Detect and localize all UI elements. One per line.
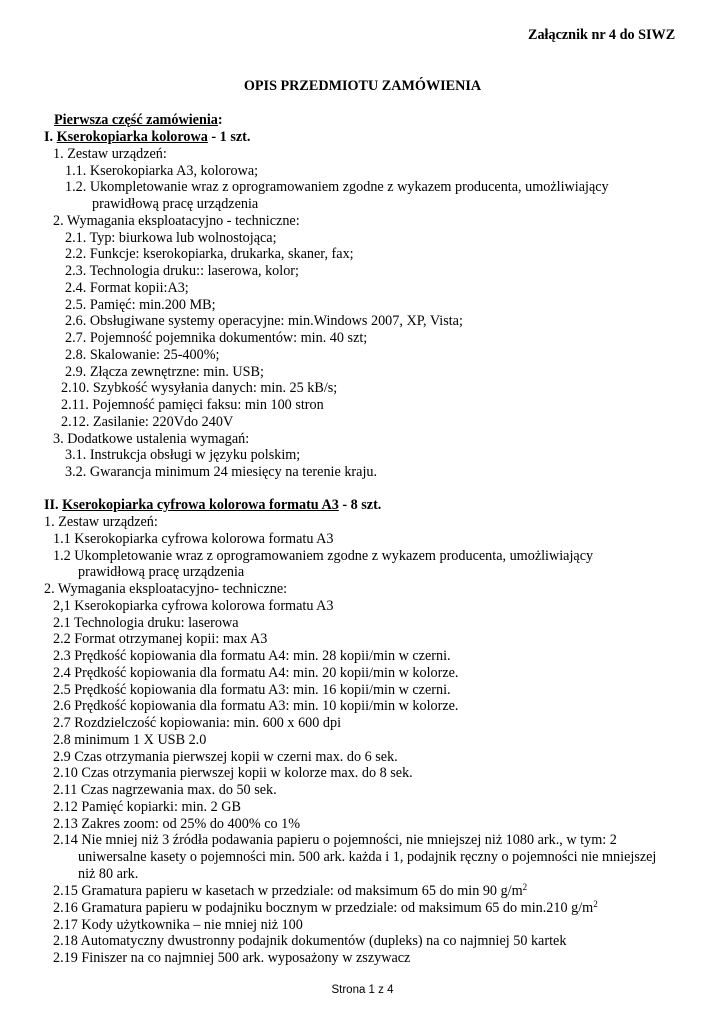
list-item: 2.9. Złącza zewnętrzne: min. USB; bbox=[65, 364, 264, 380]
list-item bbox=[53, 883, 527, 900]
page-number: Strona 1 z 4 bbox=[331, 984, 394, 996]
list-item: 2.4 Prędkość kopiowania dla formatu A4: min. 20 kopii/min w kolorze. bbox=[53, 665, 459, 681]
list-item bbox=[53, 900, 598, 917]
superscript: 2 bbox=[593, 899, 598, 909]
list-item: 2.11. Pojemność pamięci faksu: min 100 stron bbox=[61, 397, 324, 413]
document-title: OPIS PRZEDMIOTU ZAMÓWIENIA bbox=[243, 78, 482, 94]
attachment-label: Załącznik nr 4 do SIWZ bbox=[528, 27, 676, 43]
list-item: 2.10 Czas otrzymania pierwszej kopii w kolorze max. do 8 sek. bbox=[53, 765, 413, 781]
part2-item-heading bbox=[44, 497, 381, 514]
list-item: 2. Wymagania eksploatacyjno - techniczne: bbox=[53, 213, 300, 229]
list-item: 2.14 Nie mniej niż 3 źródła podawania papieru o pojemności, nie mniejszej niż 1080 ark., w tym: 2 bbox=[53, 832, 617, 848]
list-item: 2.6. Obsługiwane systemy operacyjne: min.Windows 2007, XP, Vista; bbox=[65, 313, 463, 329]
list-item: 2.2 Format otrzymanej kopii: max A3 bbox=[53, 631, 268, 647]
part2-item-num: II. bbox=[44, 497, 59, 513]
list-item: 3.1. Instrukcja obsługi w języku polskim; bbox=[65, 447, 301, 463]
part1-item-name: Kserokopiarka kolorowa bbox=[56, 129, 208, 145]
list-item: 1.1. Kserokopiarka A3, kolorowa; bbox=[65, 163, 259, 179]
list-item: 2.7 Rozdzielczość kopiowania: min. 600 x 600 dpi bbox=[53, 715, 342, 731]
part1-heading-text: Pierwsza część zamówienia bbox=[54, 112, 218, 128]
list-item: prawidłową pracę urządzenia bbox=[92, 196, 259, 212]
part1-item-qty: - 1 szt. bbox=[207, 129, 251, 145]
list-item: 2.5. Pamięć: min.200 MB; bbox=[65, 297, 216, 313]
list-item: prawidłową pracę urządzenia bbox=[78, 564, 245, 580]
part1-heading-colon: : bbox=[217, 112, 223, 128]
list-item: 1.1 Kserokopiarka cyfrowa kolorowa formatu A3 bbox=[53, 531, 334, 547]
list-item: 2.5 Prędkość kopiowania dla formatu A3: min. 16 kopii/min w czerni. bbox=[53, 682, 451, 698]
list-item: 2.19 Finiszer na co najmniej 500 ark. wyposażony w zszywacz bbox=[53, 950, 411, 966]
superscript: 2 bbox=[522, 882, 528, 892]
part1-item-num: I. bbox=[44, 129, 54, 145]
list-item: 2.1 Technologia druku: laserowa bbox=[53, 615, 239, 631]
part1-item-heading bbox=[44, 129, 250, 146]
list-item: 3.2. Gwarancja minimum 24 miesięcy na terenie kraju. bbox=[65, 464, 378, 480]
list-item: 2.11 Czas nagrzewania max. do 50 sek. bbox=[53, 782, 277, 798]
list-item: uniwersalne kasety o pojemności min. 500 ark. każda i 1, podajnik ręczny o pojemności nie mniejszej bbox=[78, 849, 657, 865]
list-item: 2.7. Pojemność pojemnika dokumentów: min. 40 szt; bbox=[65, 330, 368, 346]
list-item: 2.12. Zasilanie: 220Vdo 240V bbox=[61, 414, 234, 430]
list-item: 2.8 minimum 1 X USB 2.0 bbox=[53, 732, 207, 748]
list-item: 2.3. Technologia druku:: laserowa, kolor; bbox=[65, 263, 299, 279]
list-item: 2.2. Funkcje: kserokopiarka, drukarka, skaner, fax; bbox=[65, 246, 354, 262]
list-item: 2.6 Prędkość kopiowania dla formatu A3: min. 10 kopii/min w kolorze. bbox=[53, 698, 459, 714]
list-item: 2.17 Kody użytkownika – nie mniej niż 100 bbox=[53, 917, 303, 933]
list-item: 1.2. Ukompletowanie wraz z oprogramowaniem zgodne z wykazem producenta, umożliwiający bbox=[65, 179, 609, 195]
list-item: 2.9 Czas otrzymania pierwszej kopii w czerni max. do 6 sek. bbox=[53, 749, 398, 765]
list-item: 2.8. Skalowanie: 25-400%; bbox=[65, 347, 220, 363]
list-item: niż 80 ark. bbox=[78, 866, 139, 882]
part1-heading bbox=[54, 112, 223, 129]
list-item: 3. Dodatkowe ustalenia wymagań: bbox=[53, 431, 250, 447]
list-item: 1.2 Ukompletowanie wraz z oprogramowaniem zgodne z wykazem producenta, umożliwiający bbox=[53, 548, 594, 564]
list-item: 2,1 Kserokopiarka cyfrowa kolorowa formatu A3 bbox=[53, 598, 334, 614]
part2-item-name: Kserokopiarka cyfrowa kolorowa formatu A3 bbox=[62, 497, 339, 513]
part2-item-qty: - 8 szt. bbox=[338, 497, 382, 513]
list-item: 2.13 Zakres zoom: od 25% do 400% co 1% bbox=[53, 816, 301, 832]
list-item: 2.18 Automatyczny dwustronny podajnik dokumentów (dupleks) na co najmniej 50 kartek bbox=[53, 933, 567, 949]
list-item: 1. Zestaw urządzeń: bbox=[44, 514, 158, 530]
list-item-text: 2.16 Gramatura papieru w podajniku bocznym w przedziale: od maksimum 65 do min.210 g/m bbox=[53, 900, 594, 916]
list-item: 2.3 Prędkość kopiowania dla formatu A4: min. 28 kopii/min w czerni. bbox=[53, 648, 451, 664]
list-item-text: 2.15 Gramatura papieru w kasetach w przedziale: od maksimum 65 do min 90 g/m bbox=[53, 883, 523, 899]
list-item: 2.4. Format kopii:A3; bbox=[65, 280, 189, 296]
list-item: 2.1. Typ: biurkowa lub wolnostojąca; bbox=[65, 230, 277, 246]
list-item: 1. Zestaw urządzeń: bbox=[53, 146, 167, 162]
list-item: 2. Wymagania eksploatacyjno- techniczne: bbox=[44, 581, 288, 597]
list-item: 2.12 Pamięć kopiarki: min. 2 GB bbox=[53, 799, 241, 815]
list-item: 2.10. Szybkość wysyłania danych: min. 25 kB/s; bbox=[61, 380, 338, 396]
